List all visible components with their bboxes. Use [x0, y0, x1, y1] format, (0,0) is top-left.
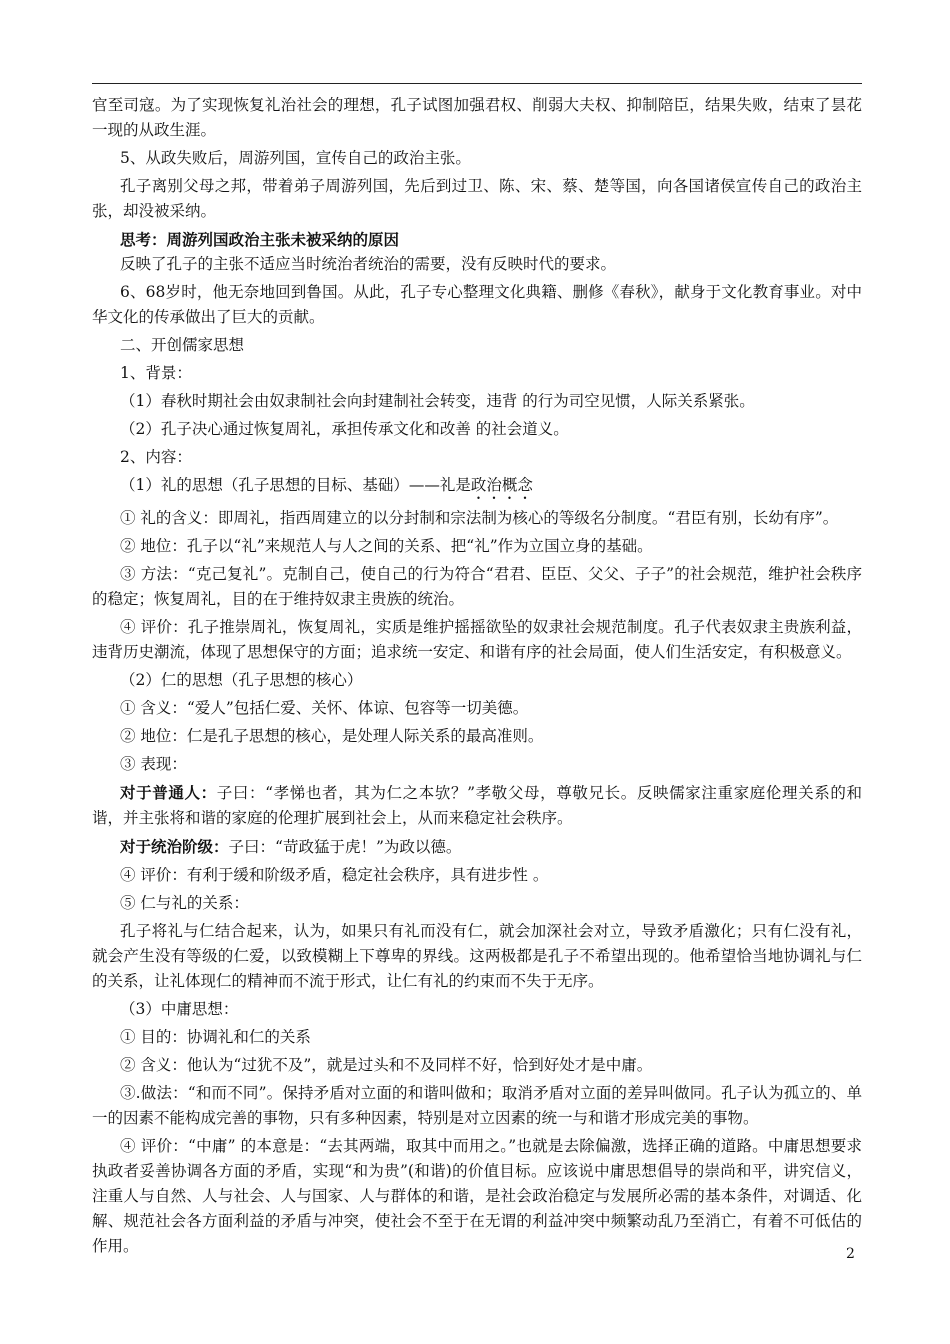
paragraph: ⑤ 仁与礼的关系： [120, 894, 249, 912]
emphasis-text: 政治概念 [470, 476, 533, 494]
section-heading: 二、开创儒家思想 [120, 336, 245, 354]
paragraph: ② 地位：孔子以“礼”来规范人与人之间的关系、把“礼”作为立国立身的基础。 [120, 537, 653, 555]
paragraph [92, 834, 862, 860]
header-rule [92, 83, 862, 84]
paragraph: ④ 评价：孔子推崇周礼，恢复周礼，实质是维护摇摇欲坠的奴隶社会规范制度。孔子代表奴隶主贵族利益，违背历史潮流，体现了思想保守的方面；追求统一安定、和谐有序的社会局面，使人们生活安定，有积极意义。 [92, 618, 862, 661]
paragraph [92, 473, 862, 503]
paragraph: （3）中庸思想： [120, 1000, 239, 1018]
page-number: 2 [846, 1246, 855, 1262]
paragraph: ① 含义：“爱人”包括仁爱、关怀、体谅、包容等一切美德。 [120, 699, 529, 717]
paragraph: 官至司寇。为了实现恢复礼治社会的理想，孔子试图加强君权、削弱大夫权、抑制陪臣，结果失败，结束了昙花一现的从政生涯。 [92, 96, 862, 139]
paragraph: 孔子离别父母之邦，带着弟子周游列国，先后到过卫、陈、宋、蔡、楚等国，向各国诸侯宣传自己的政治主张，却没被采纳。 [92, 177, 862, 220]
bold-label: 对于普通人： [120, 783, 217, 802]
bold-label: 对于统治阶级： [120, 837, 229, 856]
paragraph: （2）仁的思想（孔子思想的核心） [120, 671, 363, 689]
paragraph: （2）孔子决心通过恢复周礼，承担传承文化和改善 的社会道义。 [120, 420, 569, 438]
paragraph: ④ 评价：有利于缓和阶级矛盾，稳定社会秩序，具有进步性 。 [120, 866, 549, 884]
paragraph: ② 地位：仁是孔子思想的核心，是处理人际关系的最高准则。 [120, 727, 544, 745]
paragraph: ① 礼的含义：即周礼，指西周建立的以分封制和宗法制为核心的等级名分制度。“君臣有别，长幼有序”。 [120, 509, 839, 527]
think-heading: 思考：周游列国政治主张未被采纳的原因 [120, 230, 400, 249]
paragraph: 5、从政失败后，周游列国，宣传自己的政治主张。 [120, 149, 471, 167]
paragraph [92, 780, 862, 831]
paragraph: ③.做法：“和而不同”。保持矛盾对立面的和谐叫做和；取消矛盾对立面的差异叫做同。孔子认为孤立的、单一的因素不能构成完善的事物，只有多种因素，特别是对立因素的统一与和谐才形成完美的事物。 [92, 1084, 862, 1127]
paragraph: ② 含义：他认为“过犹不及”，就是过头和不及同样不好，恰到好处才是中庸。 [120, 1056, 653, 1074]
text-run: 子曰：“苛政猛于虎！”为政以德。 [228, 838, 462, 856]
paragraph: 反映了孔子的主张不适应当时统治者统治的需要，没有反映时代的要求。 [120, 255, 617, 273]
text-run: 子曰：“孝悌也者，其为仁之本欤？”孝敬父母，尊敬兄长。反映儒家注重家庭伦理关系的和谐，并主张将和谐的家庭的伦理扩展到社会上，从而来稳定社会秩序。 [92, 784, 862, 827]
paragraph: ③ 方法：“克己复礼”。克制自己，使自己的行为符合“君君、臣臣、父父、子子”的社会规范，维护社会秩序的稳定；恢复周礼，目的在于维持奴隶主贵族的统治。 [92, 565, 862, 608]
paragraph: ④ 评价：“中庸” 的本意是：“去其两端，取其中而用之。”也就是去除偏激，选择正确的道路。中庸思想要求执政者妥善协调各方面的矛盾，实现“和为贵”(和谐)的价值目标。应该说中庸思想倡导的崇尚和平，讲究信义，注重人与自然、人与社会、人与国家、人与群体的和谐，是社会政治稳定与发展所必需的基本条件，对调适、化解、规范社会各方面利益的矛盾与冲突，使社会不至于在无谓的利益冲突中频繁动乱乃至消亡，有着不可低估的作用。 [92, 1137, 862, 1255]
paragraph: 6、68岁时，他无奈地回到鲁国。从此，孔子专心整理文化典籍、删修《春秋》，献身于文化教育事业。对中华文化的传承做出了巨大的贡献。 [92, 283, 862, 326]
paragraph: 2、内容： [120, 448, 192, 466]
document-body [92, 93, 862, 1259]
paragraph: ① 目的：协调礼和仁的关系 [120, 1028, 311, 1046]
paragraph: （1）春秋时期社会由奴隶制社会向封建制社会转变，违背 的行为司空见惯，人际关系紧张。 [120, 392, 755, 410]
paragraph: 1、背景： [120, 364, 192, 382]
text-run: （1）礼的思想（孔子思想的目标、基础）——礼是 [120, 476, 471, 494]
paragraph: ③ 表现： [120, 755, 187, 773]
paragraph: 孔子将礼与仁结合起来，认为，如果只有礼而没有仁，就会加深社会对立，导致矛盾激化；只有仁没有礼，就会产生没有等级的仁爱，以致模糊上下尊卑的界线。这两极都是孔子不希望出现的。他希望恰当地协调礼与仁的关系，让礼体现仁的精神而不流于形式，让仁有礼的约束而不失于无序。 [92, 922, 862, 990]
